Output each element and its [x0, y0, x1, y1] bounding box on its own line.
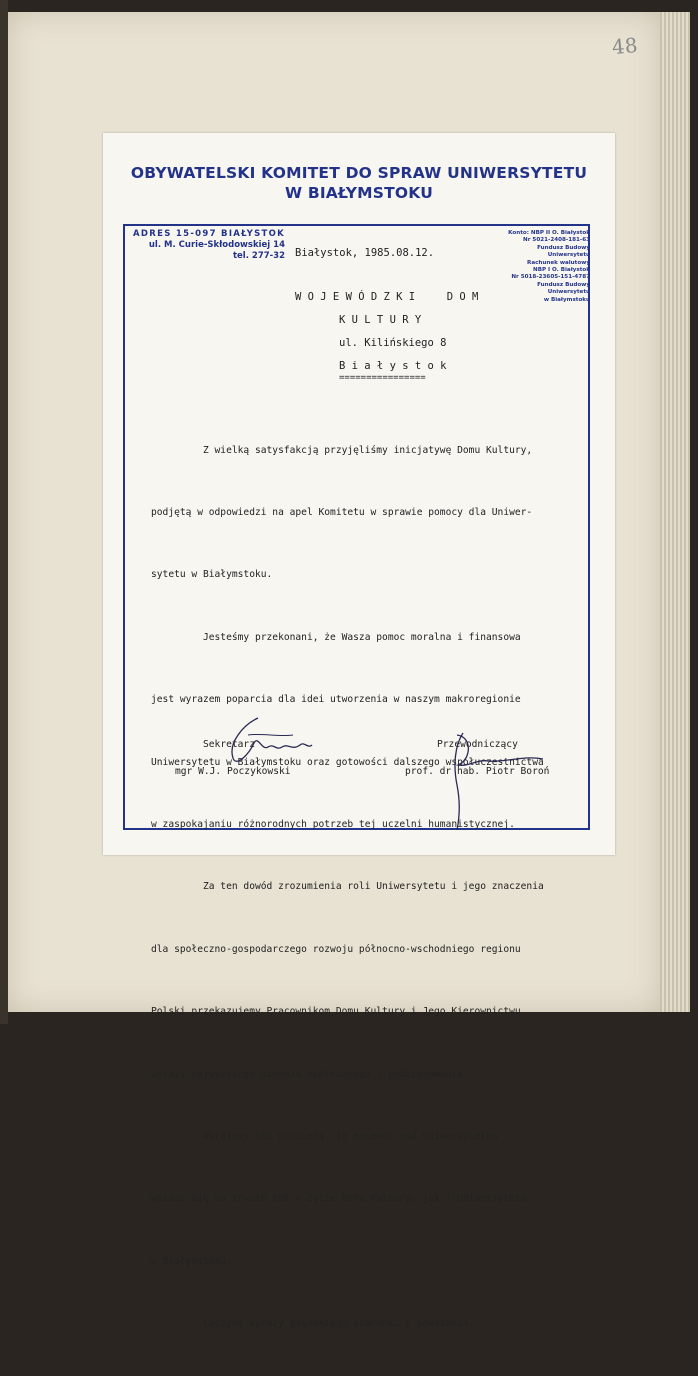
body-line: wyrazy najwyższego uznania społecznego i podziękowania.: [151, 1068, 469, 1080]
letterhead-title: [103, 163, 615, 203]
bank-line: Nr 5021-2408-181-63: [523, 237, 590, 244]
body-line: Polski przekazujemy Pracownikom Domu Kultury i Jego Kierownictwu: [151, 1006, 521, 1018]
addressee-line2: K U L T U R Y: [339, 314, 422, 326]
address-line2: ul. M. Curie-Skłodowskiej 14: [148, 240, 285, 250]
right-signatory-name: prof. dr hab. Piotr Boroń: [405, 766, 550, 777]
address-line3: tel. 277-32: [232, 251, 285, 261]
letterhead-title-line1: OBYWATELSKI KOMITET DO SPRAW UNIWERSYTETU: [130, 164, 588, 182]
body-line: dla społeczno-gospodarczego rozwoju północno-wschodniego regionu: [151, 943, 521, 955]
body-line: sytetu w Białymstoku.: [151, 569, 273, 581]
bank-line: Fundusz Budowy Uniwersytetu: [537, 244, 590, 259]
bank-line: Fundusz Budowy Uniwersytetu: [537, 281, 590, 296]
addressee-underline: ================: [339, 373, 426, 383]
left-handwritten-signature: [188, 713, 318, 773]
body-line: Wyrażamy też nadzieję, że mecenat nad Uniwersytetem: [151, 1130, 498, 1142]
binding-strip: [0, 0, 8, 1024]
bank-line: NBP I O. Białystok: [533, 267, 590, 274]
letter-sheet: [103, 133, 615, 1330]
left-signatory-name: mgr W.J. Poczykowski: [175, 766, 291, 777]
addressee-line1: W O J E W Ó D Z K I D O M: [295, 291, 479, 303]
bank-line: Konto: NBP II O. Białystok: [508, 230, 590, 236]
body-line: Uniwersytetu w Białymstoku oraz gotowości dalszego współuczestnictwa: [151, 756, 544, 768]
right-signatory-title: Przewodniczący: [437, 739, 518, 750]
body-line: w zaspokajaniu różnorodnych potrzeb tej uczelni humanistycznej.: [151, 818, 515, 830]
body-line: w Białymstoku.: [151, 1255, 232, 1267]
handwritten-page-number: 48: [611, 32, 639, 60]
address-line1: ADRES 15-097 BIAŁYSTOK: [133, 229, 285, 239]
letter-date: Białystok, 1985.08.12.: [295, 247, 435, 259]
body-line: Jesteśmy przekonani, że Wasza pomoc moralna i finansowa: [151, 631, 521, 643]
letter-body: [151, 399, 591, 1376]
body-line: wpisze się na trwałe tak w życie Domu Kultury, jak i Uniwersytetu: [151, 1193, 527, 1205]
bank-accounts: [493, 230, 590, 304]
addressee-line4: B i a ł y s t o k: [339, 360, 447, 372]
body-line: Z wielką satysfakcją przyjęliśmy inicjatywę Domu Kultury,: [151, 444, 533, 456]
letterhead-title-line2: W BIAŁYMSTOKU: [284, 184, 434, 202]
page-stack-edge: [660, 12, 690, 1012]
body-line: jest wyrazem poparcia dla idei utworzenia w naszym makroregionie: [151, 694, 521, 706]
left-signatory-title: Sekretarz: [203, 739, 255, 750]
addressee-line3: ul. Kilińskiego 8: [339, 337, 447, 349]
bank-line: Nr 5018-23605-151-4787: [511, 274, 590, 281]
bank-line: Rachunek walutowy: [527, 259, 590, 266]
bank-line: w Białymstoku: [543, 296, 590, 303]
right-handwritten-signature: [433, 725, 553, 835]
sender-address: [125, 229, 285, 262]
body-line: podjętą w odpowiedzi na apel Komitetu w sprawie pomocy dla Uniwer-: [151, 506, 533, 518]
body-line: Łączymy wyrazy głębokiego szacunku i poważania.: [151, 1318, 475, 1330]
body-line: Za ten dowód zrozumienia roli Uniwersytetu i jego znaczenia: [151, 881, 544, 893]
